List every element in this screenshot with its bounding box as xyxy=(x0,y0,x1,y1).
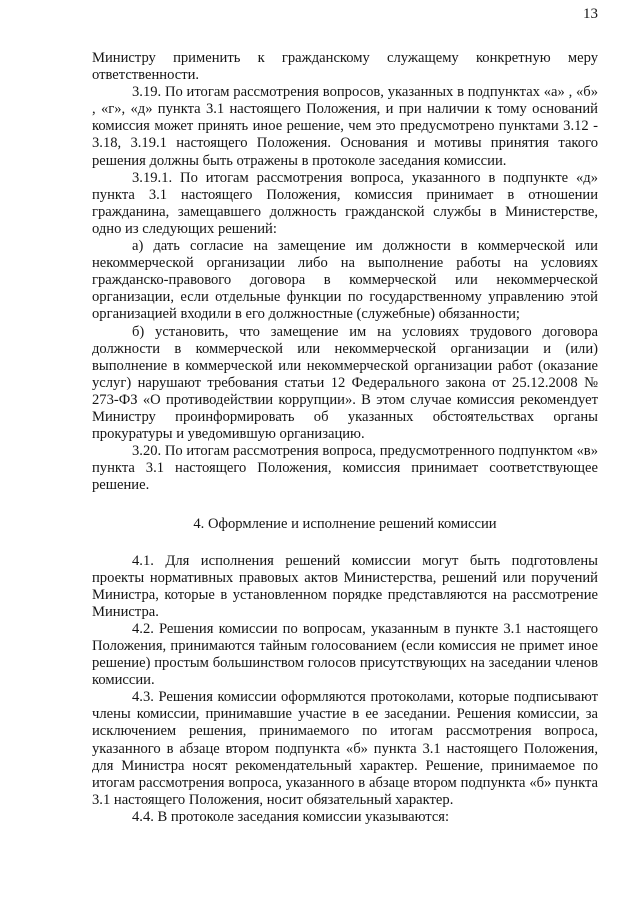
paragraph-4-1: 4.1. Для исполнения решений комиссии могут быть подготовлены проекты нормативных правовых актов Министерства, решений или поручений Министра, которые в установленном порядке представляются на рассмотрение Министра. xyxy=(92,552,598,620)
paragraph-continuation: Министру применить к гражданскому служащему конкретную меру ответственности. xyxy=(92,50,598,84)
paragraph-3-19: 3.19. По итогам рассмотрения вопросов, указанных в подпунктах «а» , «б» , «г», «д» пункта 3.1 настоящего Положения, и при наличии к тому оснований комиссия может принять иное решение, чем это предусмотрено пунктами 3.12 - 3.18, 3.19.1 настоящего Положения. Основания и мотивы принятия такого решения должны быть отражены в протоколе заседания комиссии. xyxy=(92,84,598,169)
paragraph-4-3: 4.3. Решения комиссии оформляются протоколами, которые подписывают члены комиссии, принимавшие участие в ее заседании. Решения комиссии, за исключением решения, принимаемого по итогам рассмотрения вопроса, указанного в абзаце втором подпункта «б» пункта 3.1 настоящего Положения, для Министра носят рекомендательный характер. Решение, принимаемое по итогам рассмотрения вопроса, указанного в абзаце втором подпункта «б» пункта 3.1 настоящего Положения, носит обязательный характер. xyxy=(92,689,598,808)
page-number: 13 xyxy=(583,6,598,22)
document-body xyxy=(92,50,598,826)
paragraph-3-20: 3.20. По итогам рассмотрения вопроса, предусмотренного подпунктом «в» пункта 3.1 настоящего Положения, комиссия принимает соответствующее решение. xyxy=(92,443,598,494)
paragraph-4-2: 4.2. Решения комиссии по вопросам, указанным в пункте 3.1 настоящего Положения, принимаются тайным голосованием (если комиссия не примет иное решение) простым большинством голосов присутствующих на заседании членов комиссии. xyxy=(92,620,598,689)
section-heading: 4. Оформление и исполнение решений комиссии xyxy=(193,516,497,533)
paragraph-4-4: 4.4. В протоколе заседания комиссии указываются: xyxy=(132,808,450,825)
paragraph-item-a: а) дать согласие на замещение им должности в коммерческой или некоммерческой организации либо на выполнение работы на условиях гражданско-правового договора в коммерческой или некоммерческой организации, если отдельные функции по государственному управлению этой организацией входили в его должностные (служебные) обязанности; xyxy=(92,238,598,323)
paragraph-3-19-1: 3.19.1. По итогам рассмотрения вопроса, указанного в подпункте «д» пункта 3.1 настоящего Положения, комиссия принимает в отношении гражданина, замещавшего должность гражданской службы в Министерстве, одно из следующих решений: xyxy=(92,169,598,237)
paragraph-item-b: б) установить, что замещение им на условиях трудового договора должности в коммерческой или некоммерческой организации и (или) выполнение в коммерческой или некоммерческой организации работ (оказание услуг) нарушают требования статьи 12 Федерального закона от 25.12.2008 № 273-ФЗ «О противодействии коррупции». В этом случае комиссия рекомендует Министру проинформировать об указанных обстоятельствах органы прокуратуры и уведомившую организацию. xyxy=(92,323,598,443)
